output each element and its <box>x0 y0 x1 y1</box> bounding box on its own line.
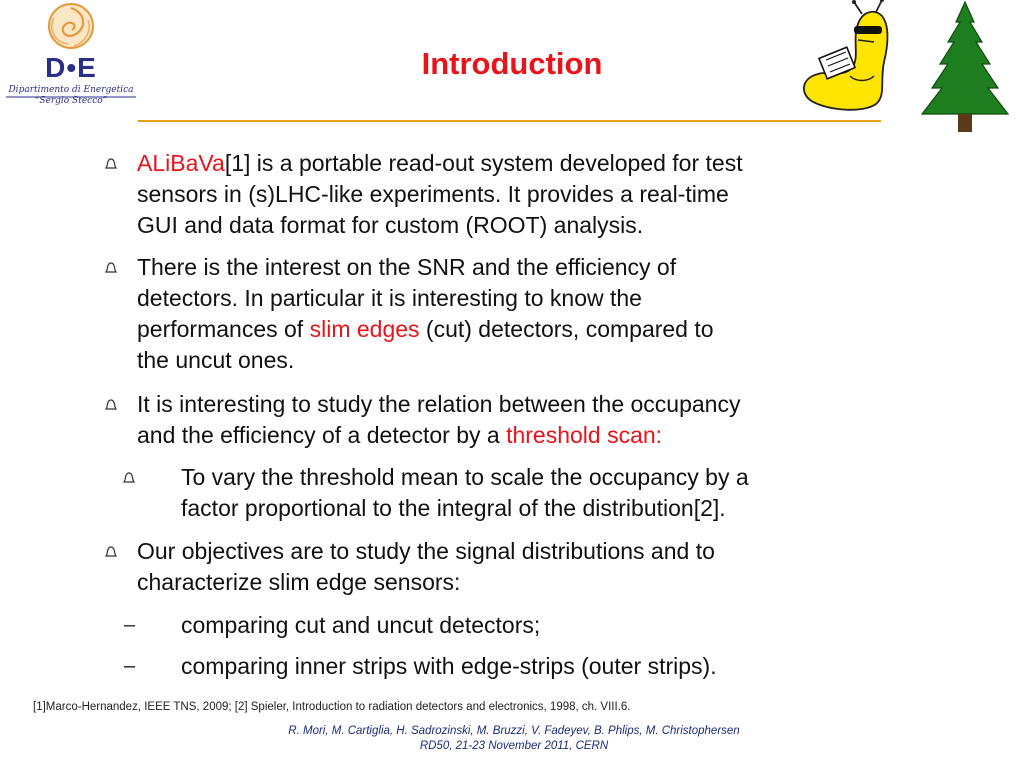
bullet-2-line-3-post: (cut) detectors, compared to <box>419 316 714 342</box>
sub-bullet-item-2 <box>0 610 1023 641</box>
dash-marker: – <box>124 614 136 636</box>
bullet-item-1 <box>0 148 1023 241</box>
bullet-2-line-1: There is the interest on the SNR and the efficiency of <box>137 254 677 280</box>
bullet-item-3 <box>0 389 1023 451</box>
bullet-3-line-2-pre: and the efficiency of a detector by a <box>137 422 507 448</box>
credits-event: RD50, 21-23 November 2011, CERN <box>419 740 609 752</box>
department-logo <box>0 0 142 122</box>
sub-bullet-item-3 <box>0 651 1023 682</box>
bullet-item-2 <box>0 252 1023 376</box>
alibava-highlight: ALiBaVa <box>137 150 225 176</box>
bullet-1-line-3: GUI and data format for custom (ROOT) analysis. <box>137 212 644 238</box>
logo-underline <box>0 0 142 122</box>
sub-bullet-1-line-1: To vary the threshold mean to scale the occupancy by a <box>181 464 749 490</box>
bell-icon <box>104 157 118 171</box>
footnote: [1]Marco-Hernandez, IEEE TNS, 2009; [2] Spieler, Introduction to radiation detectors and electronics, 1998, ch. VIII.6. <box>33 701 631 713</box>
threshold-scan-highlight: threshold scan: <box>506 422 663 448</box>
page-title: Introduction <box>421 46 603 81</box>
bullet-3-line-1: It is interesting to study the relation between the occupancy <box>137 391 741 417</box>
bullet-item-4 <box>0 536 1023 598</box>
sub-bullet-2-line-1: comparing cut and uncut detectors; <box>181 612 541 638</box>
bell-icon <box>104 398 118 412</box>
credits-authors: R. Mori, M. Cartiglia, H. Sadrozinski, M. Bruzzi, V. Fadeyev, B. Phlips, M. Christophersen <box>288 725 740 737</box>
bullet-1-line-1: [1] is a portable read-out system developed for test <box>224 150 743 176</box>
logo-mark: D•E <box>45 52 97 83</box>
bullet-2-line-4: the uncut ones. <box>137 347 295 373</box>
sub-bullet-1-line-2: factor proportional to the integral of the distribution[2]. <box>181 495 726 521</box>
slim-edges-highlight: slim edges <box>309 316 420 342</box>
bullet-2-line-2: detectors. In particular it is interesting to know the <box>137 285 642 311</box>
bullet-4-line-2: characterize slim edge sensors: <box>137 569 461 595</box>
bell-icon <box>104 545 118 559</box>
bullet-1-line-2: sensors in (s)LHC-like experiments. It provides a real-time <box>137 181 729 207</box>
logo-department: Dipartimento di Energetica <box>8 85 134 95</box>
header-divider <box>138 120 881 122</box>
bullet-4-line-1: Our objectives are to study the signal distributions and to <box>137 538 715 564</box>
bullet-2-line-3-pre: performances of <box>137 316 310 342</box>
credits <box>240 724 788 754</box>
bell-icon <box>104 261 118 275</box>
banana-slug-mascot-icon <box>790 0 900 118</box>
sub-bullet-item-1 <box>0 462 1023 524</box>
bell-icon <box>122 471 136 485</box>
logo-name: “Sergio Stecco” <box>34 96 108 106</box>
dash-marker: – <box>124 655 136 677</box>
pine-tree-icon <box>918 0 1013 135</box>
sub-bullet-3-line-1: comparing inner strips with edge-strips (outer strips). <box>181 653 717 679</box>
